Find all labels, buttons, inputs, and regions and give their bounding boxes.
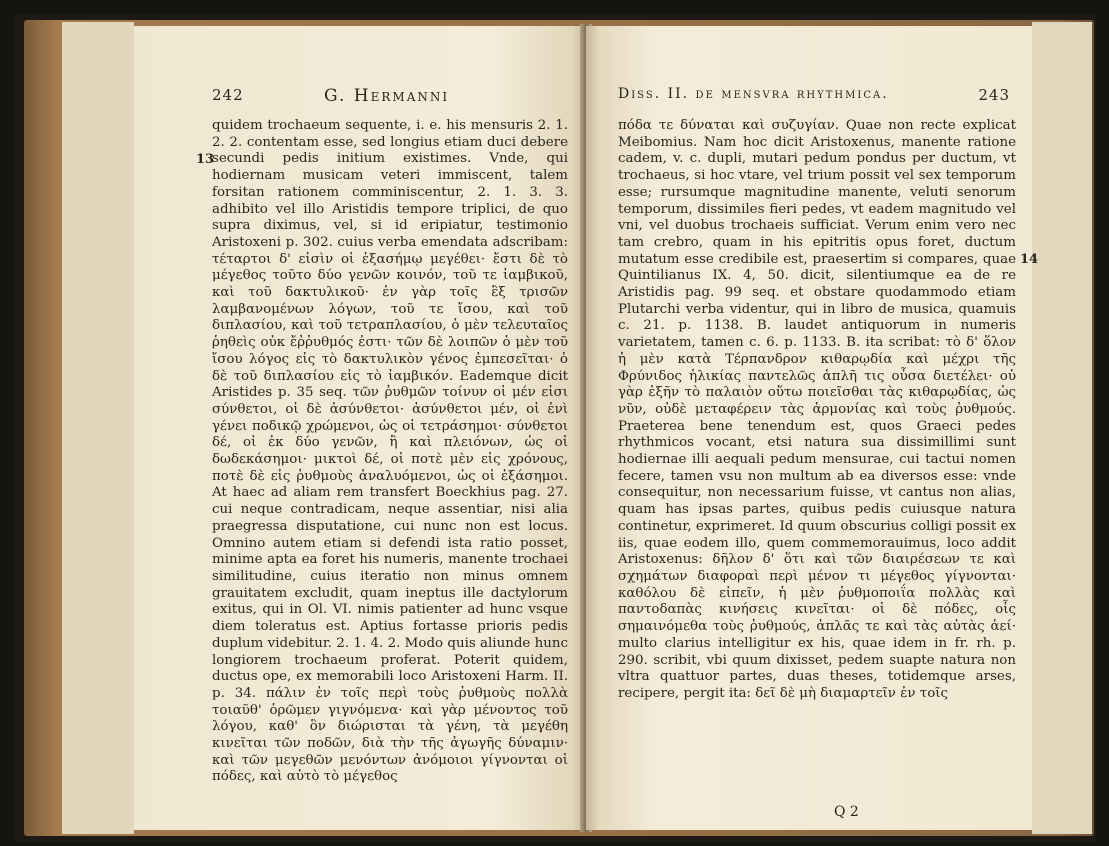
book-scan (14, 14, 1096, 842)
left-running-title: G. Hermanni (324, 86, 450, 106)
left-body-text: quidem trochaeum sequente, i. e. his mensuris 2. 1. 2. 2. contentam esse, sed longius etiam duci debere secundi pedis initium existimes. Vnde, qui hodiernam musicam veteri immiscent, talem forsitan rationem comminiscentur, 2. 1. 3. 3. adhibito vel illo Aristidis tempore triplici, de quo supra diximus, vel, si id eripiatur, testimonio Aristoxeni p. 302. cuius verba emendata adscribam: τέταρτοι δ' εἰσὶν οἱ ἑξασήμῳ μεγέθει· ἔστι δὲ τὸ μέγεθος τοῦτο δύο γενῶν κοινόν, τοῦ τε ἰαμβικοῦ, καὶ τοῦ δακτυλικοῦ· ἐν γὰρ τοῖς ἓξ τρισῶν λαμβανομένων λόγων, τοῦ τε ἴσου, καὶ τοῦ διπλασίου, καὶ τοῦ τετραπλασίου, ὁ μὲν τελευταῖος ῥηθεὶς οὐκ ἔῤῥυθμός ἐστι· τῶν δὲ λοιπῶν ὁ μὲν τοῦ ἴσου λόγος εἰς τὸ δακτυλικὸν γένος ἐμπεσεῖται· ὁ δὲ τοῦ διπλασίου εἰς τὸ ἰαμβικόν. Eademque dicit Aristides p. 35 seq. τῶν ῥυθμῶν τοίνυν οἱ μέν εἰσι σύνθετοι, οἱ δὲ ἀσύνθετοι· ἀσύνθετοι μέν, οἱ ἑνὶ γένει ποδικῷ χρώμενοι, ὡς οἱ τετράσημοι· σύνθετοι δέ, οἱ ἐκ δύο γενῶν, ἢ καὶ πλειόνων, ὡς οἱ δωδεκάσημοι· μικτοὶ δέ, οἱ ποτὲ μὲν εἰς χρόνους, ποτὲ δὲ εἰς ῥυθμοὺς ἀναλυόμενοι, ὡς οἱ ἑξάσημοι. At haec ad aliam rem transfert Boeckhius pag. 27. cui neque contradicam, neque assentiar, nisi alia praegressa disputatione, cui nunc non est locus. Omnino autem etiam si defendi ista ratio posset, minime apta ea foret his numeris, manente trochaei similitudine, cuius iteratio non minus omnem grauitatem excludit, quam ineptus ille dactylorum exitus, qui in Ol. VI. nimis patienter ad hunc vsque diem toleratus est. Aptius fortasse prioris pedis duplum videbitur. 2. 1. 4. 2. Modo quis aliunde hunc longiorem trochaeum proferat. Poterit quidem, ductus ope, ex memorabili loco Aristoxeni Harm. II. p. 34. πάλιν ἐν τοῖς περὶ τοὺς ῥυθμοὺς πολλὰ τοιαῦθ' ὁρῶμεν γιγνόμενα· καὶ γὰρ μένοντος τοῦ λόγου, καθ' ὃν διώρισται τὰ γένη, τὰ μεγέθη κινεῖται τῶν ποδῶν, διὰ τὴν τῆς ἀγωγῆς δύναμιν· καὶ τῶν μεγεθῶν μενόντων ἀνόμοιοι γίγνονται οἱ πόδες, καὶ αὐτὸ τὸ μέγεθος (212, 118, 568, 785)
right-page-number: 243 (978, 86, 1010, 104)
right-running-title: Diss. II. de mensvra rhythmica. (618, 86, 889, 102)
right-body-text: πόδα τε δύναται καὶ συζυγίαν. Quae non recte explicat Meibomius. Nam hoc dicit Aristoxenus, manente ratione cadem, v. c. dupli, mutari pedum pondus per ductum, vt trochaeus, si hoc vtare, vel trium possit vel sex temporum esse; rursumque magnitudine manente, veluti senorum temporum, dissimiles fieri pedes, vt eadem magnitudo vel vni, vel duobus trochaeis sufficiat. Verum enim vero nec tam crebro, quam in his epitritis opus foret, ductum mutatum esse credibile est, praesertim si compares, quae Quintilianus IX. 4, 50. dicit, silentiumque ea de re Aristidis pag. 99 seq. et obstare quodammodo etiam Plutarchi verba videntur, qui in libro de musica, quamuis c. 21. p. 1138. B. laudet antiquorum in numeris varietatem, tamen c. 6. p. 1133. B. ita scribat: τὸ δ' ὅλον ἡ μὲν κατὰ Τέρπανδρον κιθαρῳδία καὶ μέχρι τῆς Φρύνιδος ἡλικίας παντελῶς ἁπλῆ τις οὖσα διετέλει· οὐ γὰρ ἐξῆν τὸ παλαιὸν οὕτω ποιεῖσθαι τὰς κιθαρῳδίας, ὡς νῦν, οὐδὲ μεταφέρειν τὰς ἁρμονίας καὶ τοὺς ῥυθμούς. Praeterea bene tenendum est, quos Graeci pedes rhythmicos vocant, etsi natura sua dissimillimi sunt hodiernae illi aequali pedum mensurae, cui tactui nomen fecere, tamen vsu non multum ab ea diversos esse: vnde consequitur, non necessarium fuisse, vt cantus non alias, quam has ipsas partes, quibus pedis cuiusque natura continetur, exprimeret. Id quum obscurius colligi possit ex iis, quae eodem illo, quem commemorauimus, loco addit Aristoxenus: δῆλον δ' ὅτι καὶ τῶν διαιρέσεων τε καὶ σχημάτων διαφοραὶ περὶ μένον τι μέγεθος γίγνονται· καθόλου δὲ εἰπεῖν, ἡ μὲν ῥυθμοποιΐα πολλὰς καὶ παντοδαπὰς κινήσεις κινεῖται· οἱ δὲ πόδες, οἷς σημαινόμεθα τοὺς ῥυθμούς, ἁπλᾶς τε καὶ τὰς αὐτὰς ἀεί· multo clarius intelligitur ex his, quae idem in fr. rh. p. 290. scribit, vbi quum dixisset, pedem suapte natura non vltra quattuor partes, duas theses, totidemque arses, recipere, pergit ita: δεῖ δὲ μὴ διαμαρτεῖν ἐν τοῖς (618, 118, 1016, 701)
left-margin-note: 13 (196, 152, 215, 167)
page-edges-right (1032, 22, 1092, 834)
right-page (586, 26, 1039, 830)
right-margin-note: 14 (1020, 252, 1039, 267)
left-page (134, 26, 586, 830)
page-edges-left (62, 22, 134, 834)
left-page-number: 242 (212, 86, 244, 104)
signature-mark: Q 2 (834, 804, 859, 820)
